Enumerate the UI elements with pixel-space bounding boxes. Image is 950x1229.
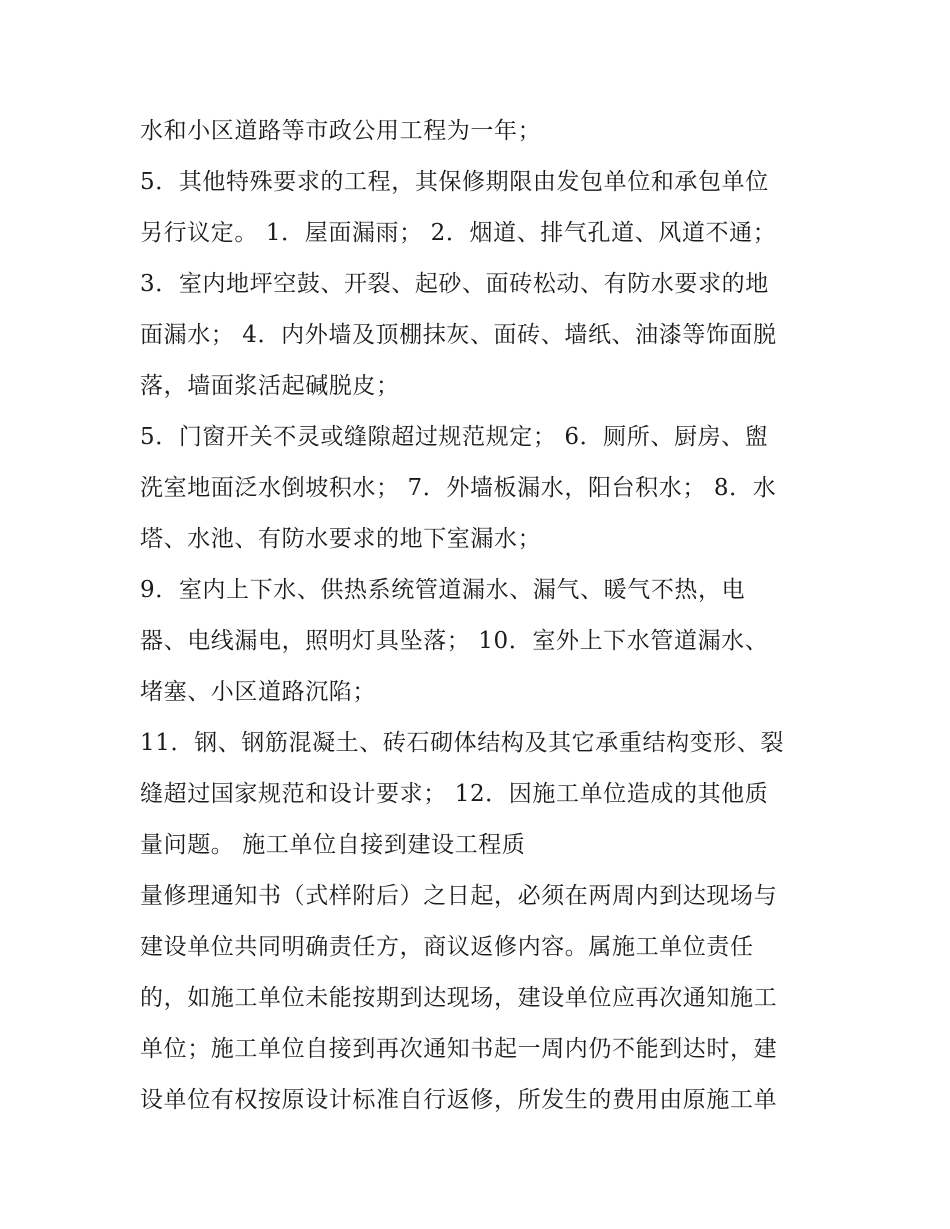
text-line-6: 落，墙面浆活起碱脱皮；	[140, 373, 400, 399]
text-line-3: 另行议定。 1．屋面漏雨； 2．烟道、排气孔道、风道不通；	[140, 220, 777, 246]
text-line-14: 缝超过国家规范和设计要求； 12．因施工单位造成的其他质	[140, 781, 769, 807]
text-line-9: 塔、水池、有防水要求的地下室漏水；	[140, 526, 542, 552]
body-text	[140, 106, 820, 1126]
text-line-20: 设单位有权按原设计标准自行返修，所发生的费用由原施工单	[140, 1087, 778, 1113]
text-line-11: 器、电线漏电，照明灯具坠落； 10．室外上下水管道漏水、	[140, 628, 769, 654]
text-line-12: 堵塞、小区道路沉陷；	[140, 679, 376, 705]
text-line-2: 5．其他特殊要求的工程，其保修期限由发包单位和承包单位	[140, 169, 769, 195]
text-line-4: 3．室内地坪空鼓、开裂、起砂、面砖松动、有防水要求的地	[140, 271, 769, 297]
text-line-1: 水和小区道路等市政公用工程为一年；	[140, 118, 542, 144]
text-line-7: 5．门窗开关不灵或缝隙超过规范规定； 6．厕所、厨房、盥	[140, 424, 769, 450]
text-line-19: 单位；施工单位自接到再次通知书起一周内仍不能到达时，建	[140, 1036, 778, 1062]
text-line-15: 量问题。 施工单位自接到建设工程质	[140, 832, 526, 858]
text-line-8: 洗室地面泛水倒坡积水； 7．外墙板漏水，阳台积水； 8．水	[140, 475, 777, 501]
text-line-16: 量修理通知书（式样附后）之日起，必须在两周内到达现场与	[140, 883, 778, 909]
text-line-13: 11．钢、钢筋混凝土、砖石砌体结构及其它承重结构变形、裂	[140, 730, 785, 756]
text-line-17: 建设单位共同明确责任方，商议返修内容。属施工单位责任	[140, 934, 754, 960]
text-line-5: 面漏水； 4．内外墙及顶棚抹灰、面砖、墙纸、油漆等饰面脱	[140, 322, 777, 348]
text-line-10: 9．室内上下水、供热系统管道漏水、漏气、暖气不热，电	[140, 577, 746, 603]
text-line-18: 的，如施工单位未能按期到达现场，建设单位应再次通知施工	[140, 985, 778, 1011]
